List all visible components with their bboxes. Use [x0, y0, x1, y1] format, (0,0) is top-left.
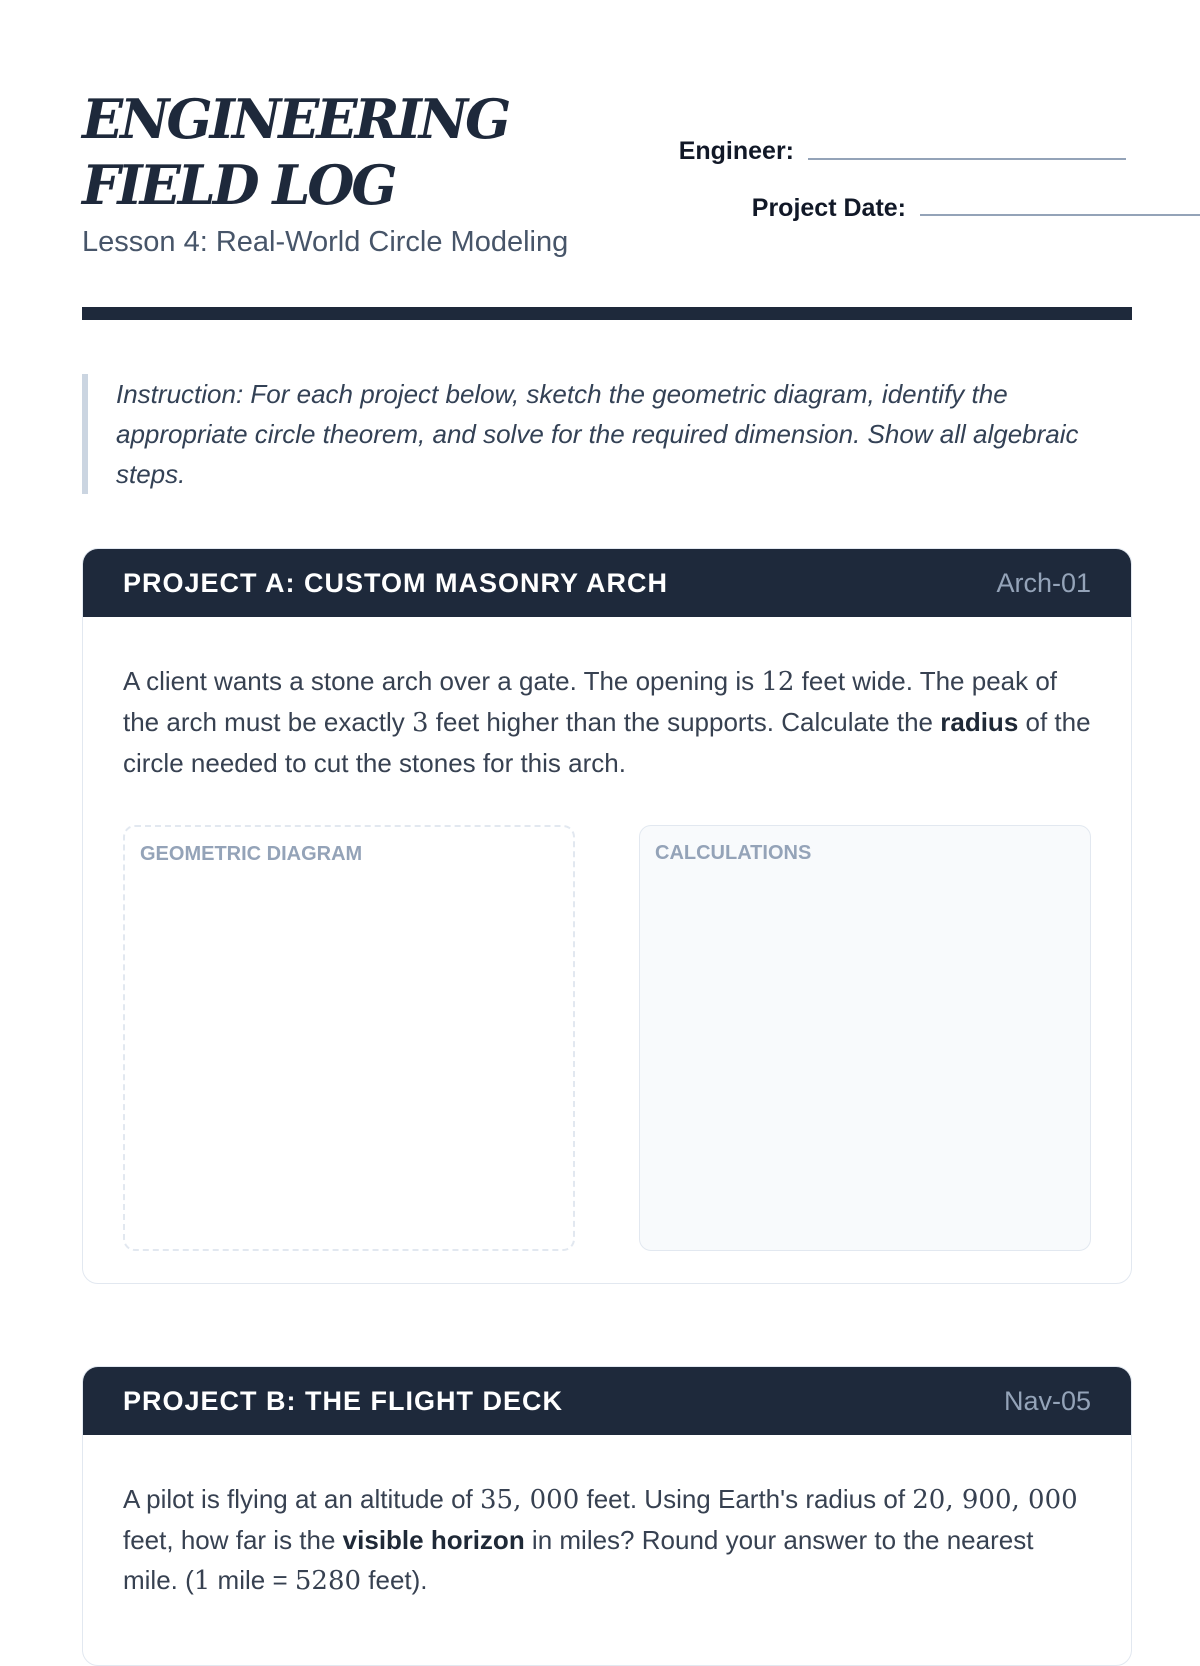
diagram-area-label: GEOMETRIC DIAGRAM	[140, 843, 363, 865]
engineer-blank-line[interactable]	[808, 158, 1126, 160]
lesson-subtitle: Lesson 4: Real-World Circle Modeling	[82, 226, 569, 258]
worksheet-header	[82, 0, 1132, 300]
header-divider	[82, 307, 1132, 320]
project-code: Arch-01	[996, 567, 1091, 598]
page-title: ENGINEERING FIELD LOG	[82, 87, 509, 217]
calculations-area[interactable]	[639, 825, 1091, 1251]
problem-text: A pilot is flying at an altitude of	[123, 1484, 480, 1514]
project-card-header	[83, 549, 1131, 617]
problem-statement	[123, 1479, 1091, 1601]
project-title: PROJECT B: THE FLIGHT DECK	[123, 1385, 564, 1416]
problem-text: in miles? Round your answer to the nearest mile. (	[123, 1525, 1034, 1595]
problem-text: of the circle needed to cut the stones for this arch.	[123, 707, 1091, 778]
problem-number: 20, 900, 000	[912, 1485, 1078, 1515]
project-card-body	[83, 617, 1131, 1284]
engineer-label: Engineer:	[678, 137, 794, 165]
project-date-blank-line[interactable]	[920, 214, 1200, 216]
worksheet-page	[82, 0, 1132, 1596]
problem-number: 3	[412, 708, 429, 738]
problem-number: 1	[193, 1566, 211, 1596]
calculations-area-label: CALCULATIONS	[655, 842, 812, 864]
problem-statement	[123, 661, 1091, 783]
problem-number: 35, 000	[480, 1485, 580, 1515]
project-card-header	[83, 1367, 1131, 1435]
problem-emphasis: radius	[940, 707, 1019, 737]
problem-emphasis: visible horizon	[342, 1525, 525, 1555]
problem-text: feet. Using Earth's radius of	[579, 1484, 913, 1514]
project-date-label: Project Date:	[751, 194, 906, 222]
engineer-field[interactable]	[670, 137, 1126, 166]
project-card-arch	[82, 548, 1132, 1284]
instruction-callout: Instruction: For each project below, sketch the geometric diagram, identify the appropriate circle theorem, and solve for the required dimension. Show all algebraic steps.	[82, 374, 1132, 494]
project-card-body	[83, 1435, 1131, 1641]
problem-text: feet).	[361, 1565, 428, 1595]
project-title: PROJECT A: CUSTOM MASONRY ARCH	[123, 567, 669, 598]
geometric-diagram-area[interactable]	[123, 825, 575, 1251]
problem-text: feet, how far is the	[123, 1525, 343, 1555]
problem-text: A client wants a stone arch over a gate. The opening is	[123, 666, 762, 696]
problem-number: 5280	[294, 1566, 362, 1596]
work-area	[123, 825, 1091, 1251]
problem-text: mile =	[210, 1565, 295, 1595]
problem-text: feet wide. The peak of the arch must be exactly	[123, 666, 1058, 737]
problem-text: feet higher than the supports. Calculate the	[428, 707, 941, 737]
project-date-field[interactable]	[670, 188, 1200, 228]
project-code: Nav-05	[1003, 1385, 1091, 1416]
project-card-flight-deck	[82, 1366, 1132, 1666]
problem-number: 12	[761, 667, 795, 697]
